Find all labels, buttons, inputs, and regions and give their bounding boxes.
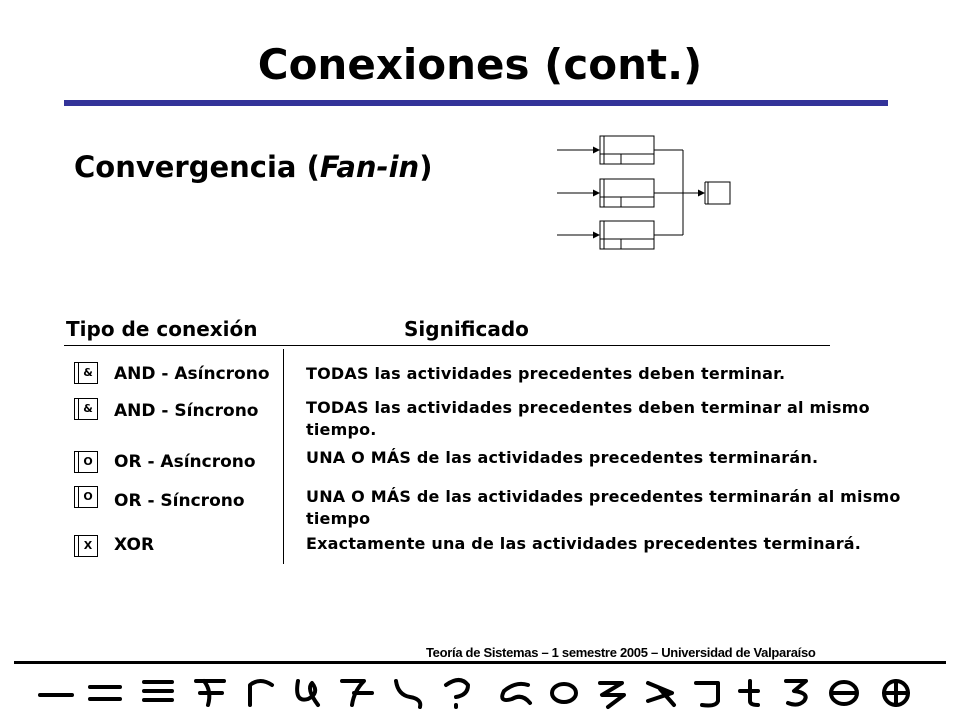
glyph-question-icon	[446, 680, 468, 707]
glyph-seven-icon	[342, 681, 372, 705]
connection-meaning: TODAS las actividades precedentes deben terminar.	[306, 364, 786, 383]
footer-divider	[14, 661, 946, 664]
connection-meaning: UNA O MÁS de las actividades precedentes terminarán.	[306, 448, 819, 467]
glyph-zigzag-icon	[600, 683, 624, 707]
xor-gate-icon: X	[78, 535, 98, 557]
subtitle-suffix: )	[419, 150, 433, 184]
glyph-hook-icon	[250, 681, 272, 705]
fan-in-activity-box-1	[600, 136, 654, 164]
fan-in-activity-box-2	[600, 179, 654, 207]
glyph-kay-icon	[648, 683, 674, 705]
glyph-loop-icon	[297, 681, 318, 705]
title-underline	[64, 100, 888, 106]
glyph-jay-icon	[696, 683, 718, 706]
connection-meaning: Exactamente una de las actividades precedentes terminará.	[306, 534, 862, 553]
or-gate-icon: O	[78, 486, 98, 508]
fan-in-target-box	[705, 182, 730, 204]
slide-title: Conexiones (cont.)	[257, 40, 703, 89]
glyph-curl-icon	[396, 681, 420, 707]
glyph-ring-icon	[552, 684, 576, 702]
footer-caption: Teoría de Sistemas – 1 semestre 2005 – Universidad de Valparaíso	[426, 645, 816, 660]
glyph-tee-icon	[196, 681, 224, 705]
subtitle-emphasis: Fan-in	[319, 150, 420, 184]
connection-type-label: OR - Síncrono	[114, 491, 245, 511]
glyph-three-curl-icon	[786, 681, 806, 705]
connection-type-label: AND - Asíncrono	[114, 364, 270, 384]
connection-meaning: TODAS las actividades precedentes deben terminar al mismo tiempo.	[306, 398, 870, 439]
subtitle-prefix: Convergencia (	[74, 150, 320, 184]
and-gate-icon: &	[78, 362, 98, 384]
connection-type-label: AND - Síncrono	[114, 401, 259, 421]
column-divider	[283, 349, 284, 564]
fan-in-input-arrows	[557, 150, 595, 235]
glyph-two-lines-icon	[90, 687, 120, 699]
glyph-cross-circle-icon	[884, 681, 908, 705]
column-header-meaning: Significado	[404, 317, 529, 341]
fan-in-activity-box-3	[600, 221, 654, 249]
fan-in-junction	[654, 150, 703, 235]
connection-meaning: UNA O MÁS de las actividades precedentes terminarán al mismo tiempo	[306, 487, 901, 528]
decorative-glyph-band	[28, 669, 932, 713]
column-header-type: Tipo de conexión	[66, 317, 258, 341]
fan-in-diagram	[555, 128, 745, 258]
connection-type-label: OR - Asíncrono	[114, 452, 256, 472]
or-gate-icon: O	[78, 451, 98, 473]
section-subtitle	[74, 150, 432, 184]
header-divider	[64, 345, 830, 346]
glyph-plus-hook-icon	[740, 681, 758, 705]
connection-type-label: XOR	[114, 535, 155, 555]
and-gate-icon: &	[78, 398, 98, 420]
glyph-three-lines-icon	[144, 682, 172, 700]
glyph-phi-icon	[831, 682, 857, 704]
glyph-alpha-icon	[502, 684, 530, 703]
